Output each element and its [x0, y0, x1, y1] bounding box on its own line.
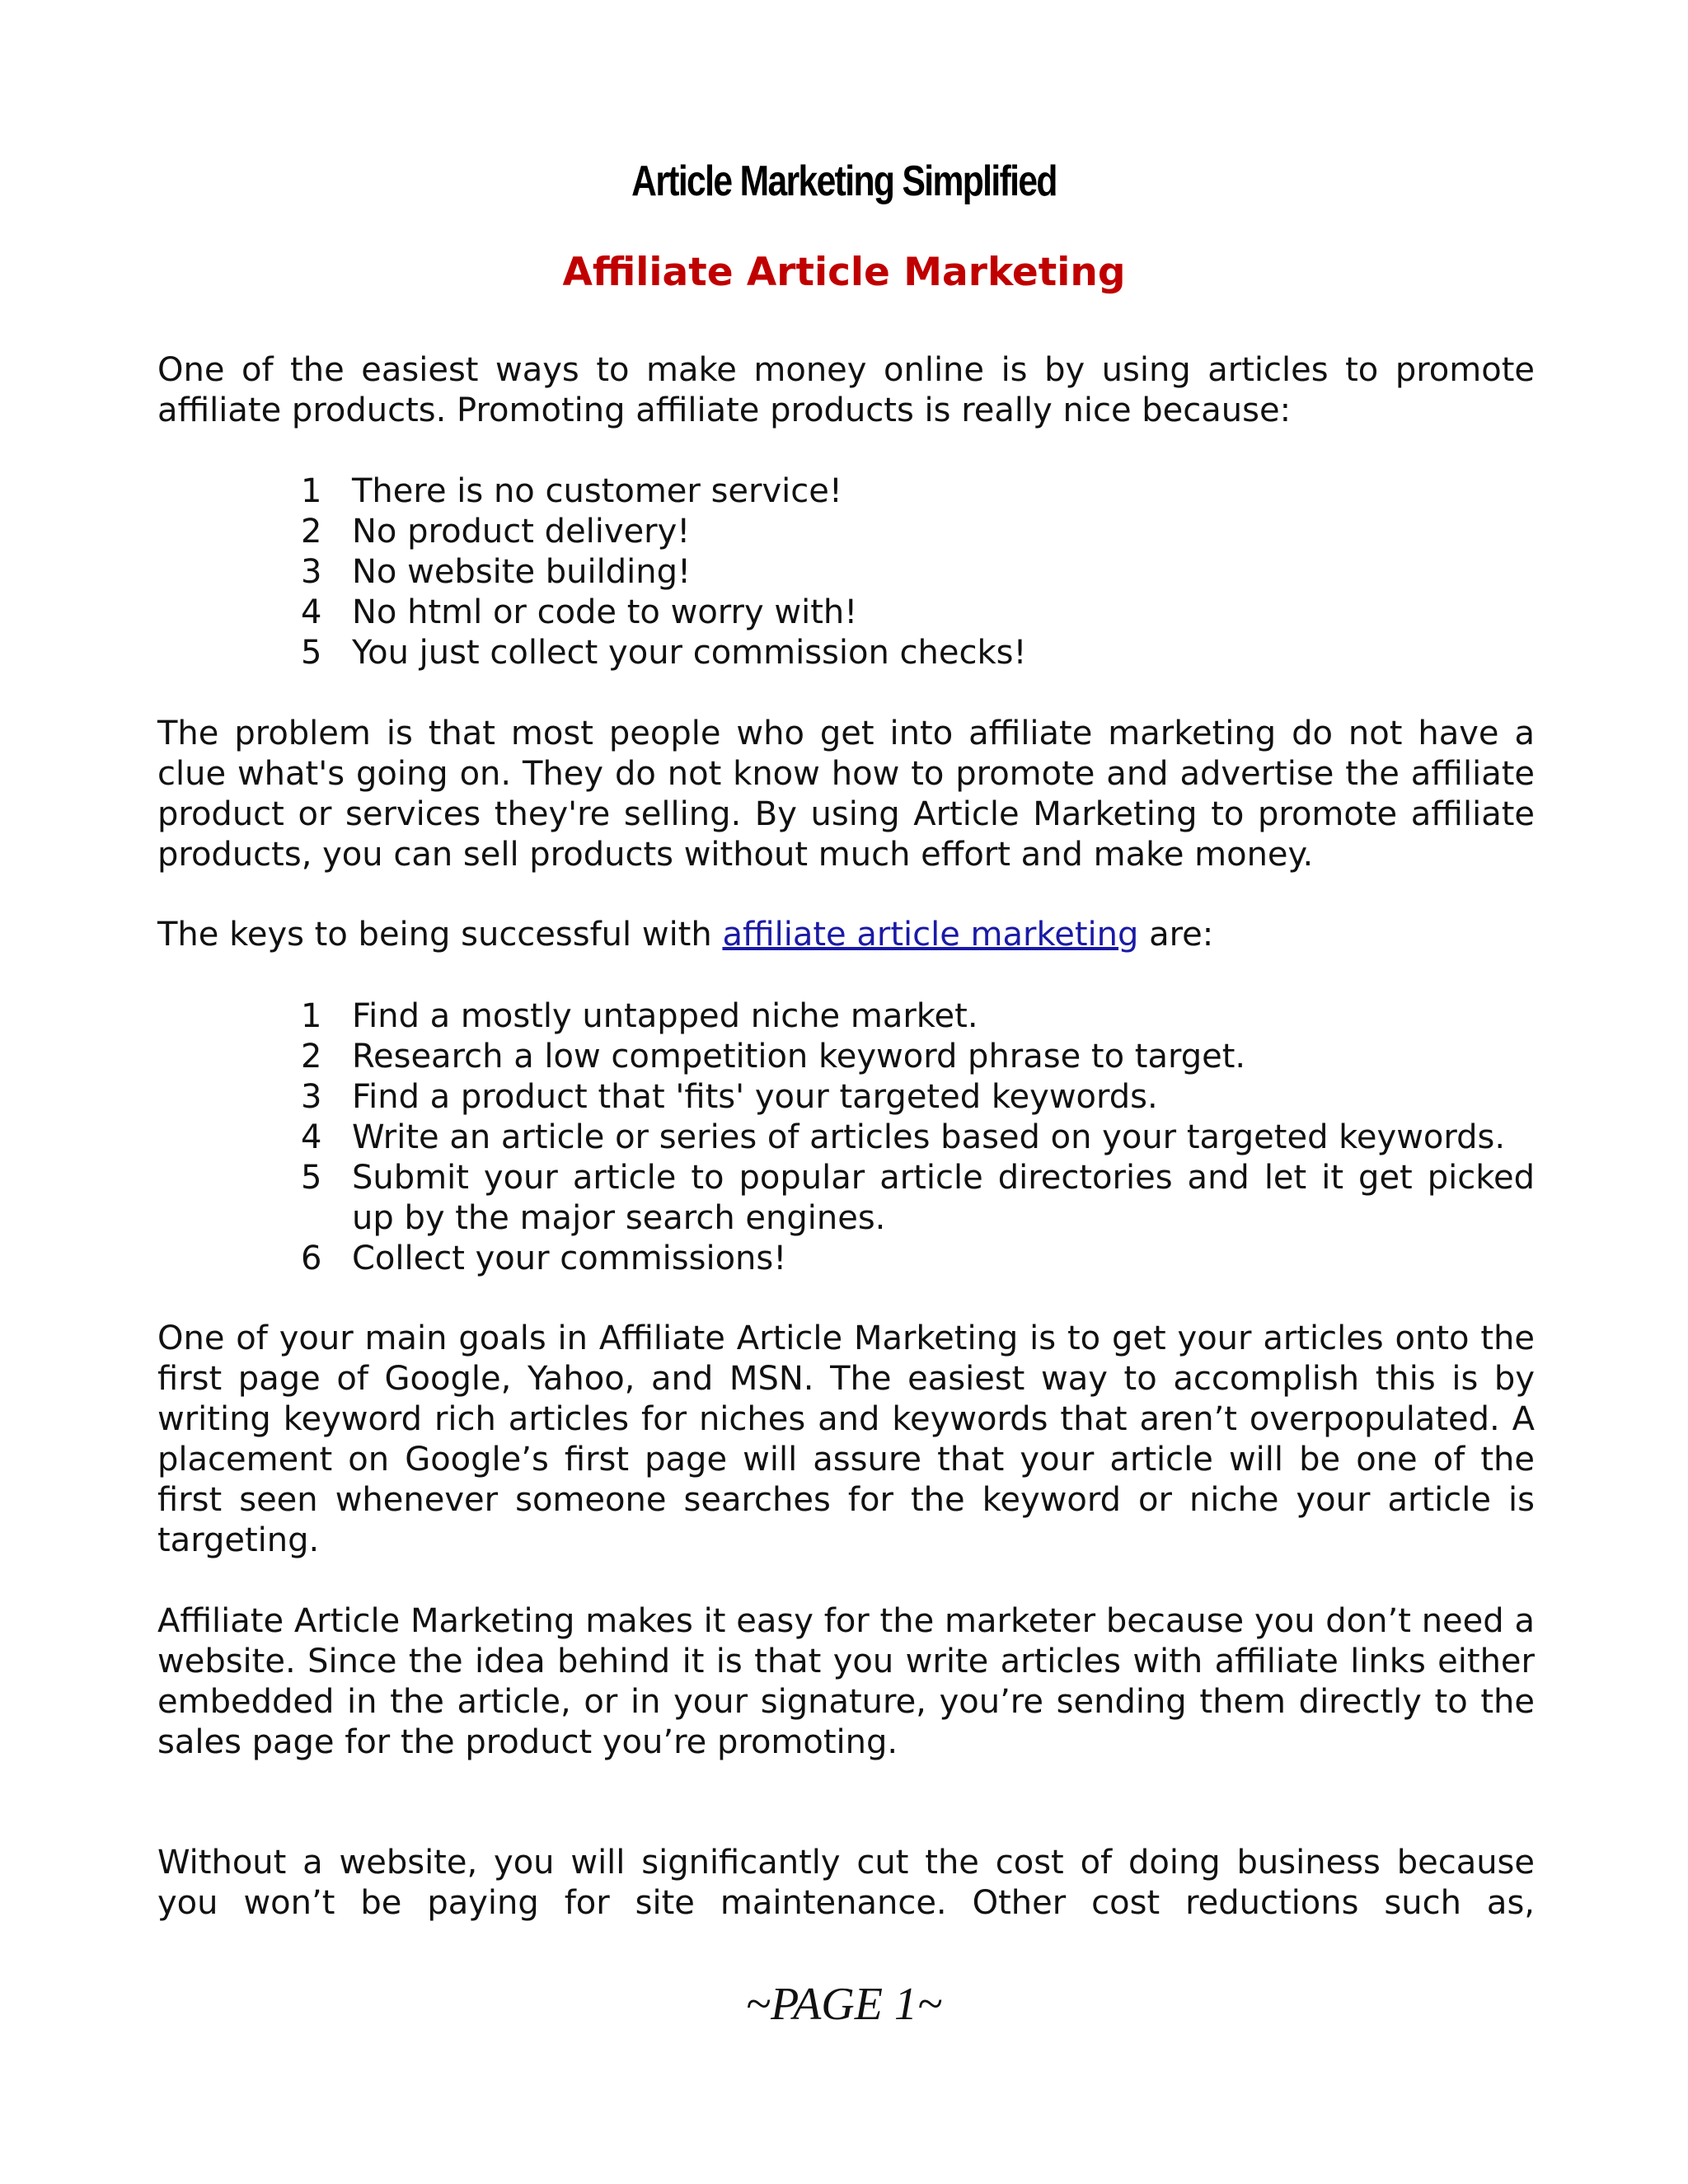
paragraph-keys: [157, 915, 1535, 955]
paragraph-keys-after: are:: [1138, 916, 1214, 954]
list-item: [301, 593, 1535, 633]
list-item-number: 3: [301, 553, 322, 591]
list-item-number: 1: [301, 472, 322, 510]
list-item-text: You just collect your commission checks!: [352, 634, 1027, 672]
list-item-number: 1: [301, 997, 322, 1035]
list-item-number: 6: [301, 1240, 322, 1277]
list-item-text: Research a low competition keyword phrase to target.: [352, 1038, 1246, 1076]
list-item-number: 4: [301, 593, 322, 631]
list-item-number: 5: [301, 634, 322, 672]
list-item-text: No website building!: [352, 553, 692, 591]
list-item-text: Collect your commissions!: [352, 1240, 787, 1277]
list-item: [301, 1158, 1535, 1239]
keys-list: [301, 996, 1535, 1279]
paragraph-no-website: Affiliate Article Marketing makes it easy for the marketer because you don’t need a website. Since the idea behind it is that you write articles with affiliate links either embedded in the article, or in your signature, you’re sending them directly to the sales page for the product you’re promoting.: [157, 1602, 1535, 1761]
list-item-number: 4: [301, 1118, 322, 1156]
list-item: [301, 512, 1535, 552]
list-item-number: 5: [301, 1159, 322, 1197]
list-item-text: Find a mostly untapped niche market.: [352, 997, 978, 1035]
list-item: [301, 1118, 1535, 1158]
document-subtitle: Affiliate Article Marketing: [562, 250, 1126, 295]
paragraph-goals: One of your main goals in Affiliate Article Marketing is to get your articles onto the first page of Google, Yahoo, and MSN. The easiest way to accomplish this is by writing keyword rich articles for niches and keywords that aren’t overpopulated. A placement on Google’s first page will assure that your article will be one of the first seen whenever someone searches for the keyword or niche your article is targeting.: [157, 1319, 1535, 1559]
affiliate-article-marketing-link[interactable]: affiliate article marketing: [722, 916, 1139, 954]
paragraph-problem: The problem is that most people who get into affiliate marketing do not have a clue what's going on. They do not know how to promote and advertise the affiliate product or services they're selling. By using Article Marketing to promote affiliate products, you can sell products without much effort and make money.: [157, 715, 1535, 874]
list-item: [301, 1037, 1535, 1077]
benefits-list: [301, 471, 1535, 673]
list-item: [301, 1239, 1535, 1279]
paragraph-keys-before: The keys to being successful with: [157, 916, 723, 954]
list-item: [301, 552, 1535, 593]
list-item-number: 2: [301, 1038, 322, 1076]
document-title: Article Marketing Simplified: [631, 157, 1057, 205]
list-item-text: Write an article or series of articles based on your targeted keywords.: [352, 1118, 1506, 1156]
list-item-text: No product delivery!: [352, 513, 691, 551]
list-item: [301, 471, 1535, 512]
list-item-number: 3: [301, 1078, 322, 1116]
list-item-text: There is no customer service!: [352, 472, 842, 510]
list-item-text: Submit your article to popular article directories and let it get picked up by the major search engines.: [352, 1159, 1535, 1237]
list-item-number: 2: [301, 513, 322, 551]
list-item: [301, 1077, 1535, 1118]
list-item-text: No html or code to worry with!: [352, 593, 858, 631]
paragraph-cost: Without a website, you will significantly cut the cost of doing business because you won’t be paying for site maintenance. Other cost reductions such as,: [157, 1844, 1535, 1922]
list-item: [301, 633, 1535, 673]
list-item-text: Find a product that 'fits' your targeted keywords.: [352, 1078, 1158, 1116]
page-footer: ~PAGE 1~: [745, 1979, 943, 2030]
paragraph-intro: One of the easiest ways to make money online is by using articles to promote affiliate products. Promoting affiliate products is really nice because:: [157, 351, 1535, 429]
list-item: [301, 996, 1535, 1037]
